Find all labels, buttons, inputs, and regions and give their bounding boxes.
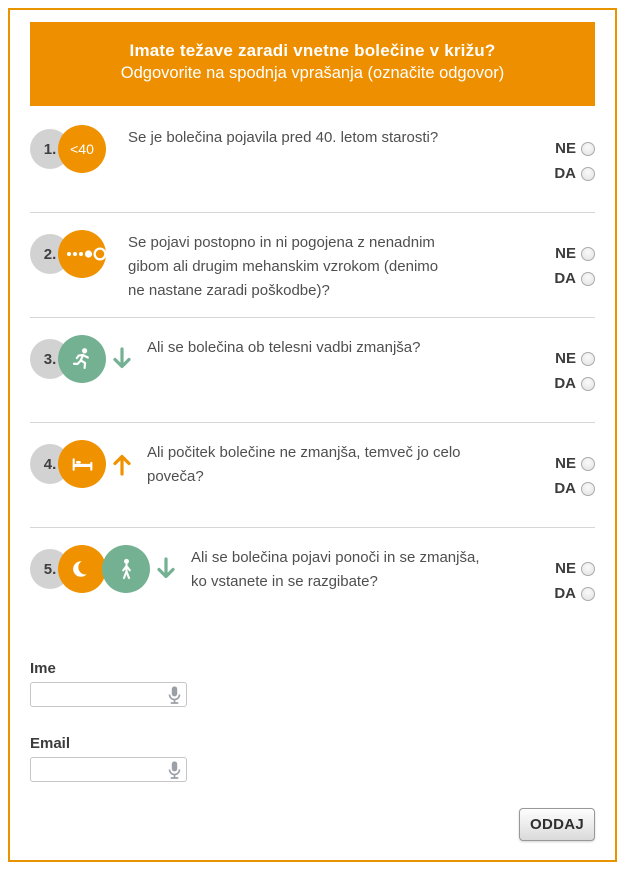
submit-button[interactable]: ODDAJ — [519, 808, 595, 841]
email-label: Email — [30, 735, 71, 752]
question-3-options — [529, 333, 595, 392]
question-text: Se pojavi postopno in ni pogojena z nenadnim gibom ali drugim mehanskim vzrokom (denimo ne nastane zaradi poškodbe)? — [128, 234, 439, 299]
contact-form — [30, 660, 595, 841]
question-5-icons — [30, 545, 177, 593]
question-text: Ali se bolečina ob telesni vadbi zmanjša? — [147, 339, 421, 356]
option-label-ne: NE — [555, 455, 576, 472]
option-ne[interactable] — [529, 350, 595, 367]
option-ne[interactable] — [529, 245, 595, 262]
question-number: 1. — [43, 140, 57, 158]
option-label-da: DA — [554, 375, 576, 392]
microphone-icon[interactable] — [167, 685, 182, 710]
option-label-da: DA — [554, 270, 576, 287]
question-row-5 — [30, 528, 595, 644]
arrow-up-icon — [111, 450, 133, 478]
option-da[interactable] — [529, 480, 595, 497]
question-1-icons — [30, 125, 106, 173]
email-input-wrap — [30, 757, 187, 782]
option-label-ne: NE — [555, 245, 576, 262]
question-text: Ali počitek bolečine ne zmanjša, temveč jo celo poveča? — [147, 444, 461, 485]
option-label-da: DA — [554, 585, 576, 602]
question-1-options — [529, 123, 595, 182]
microphone-icon[interactable] — [167, 760, 182, 785]
header — [30, 22, 595, 106]
radio-ne[interactable] — [581, 562, 595, 576]
question-text: Se je bolečina pojavila pred 40. letom starosti? — [128, 129, 439, 146]
email-input[interactable] — [30, 757, 187, 782]
question-row-2 — [30, 213, 595, 318]
option-label-ne: NE — [555, 140, 576, 157]
question-row-4 — [30, 423, 595, 528]
question-number: 4. — [43, 455, 57, 473]
question-5-options — [529, 543, 595, 602]
radio-da[interactable] — [581, 482, 595, 496]
option-label-da: DA — [554, 165, 576, 182]
radio-ne[interactable] — [581, 142, 595, 156]
gradual-onset-dots-icon — [58, 230, 106, 278]
moon-icon — [58, 545, 106, 593]
submit-row — [30, 808, 595, 841]
option-da[interactable] — [529, 165, 595, 182]
radio-da[interactable] — [581, 167, 595, 181]
standing-person-icon — [102, 545, 150, 593]
question-row-3 — [30, 318, 595, 423]
questionnaire-card — [8, 8, 617, 862]
name-label: Ime — [30, 660, 56, 677]
page-title: Imate težave zaradi vnetne bolečine v križu? — [129, 41, 496, 60]
option-da[interactable] — [529, 375, 595, 392]
question-3-icons — [30, 335, 133, 383]
option-label-ne: NE — [555, 560, 576, 577]
arrow-down-icon — [111, 345, 133, 373]
radio-da[interactable] — [581, 587, 595, 601]
name-input-wrap — [30, 682, 187, 707]
question-number: 3. — [43, 350, 57, 368]
question-number: 2. — [43, 245, 57, 263]
radio-ne[interactable] — [581, 247, 595, 261]
question-4-icons — [30, 440, 133, 488]
radio-ne[interactable] — [581, 457, 595, 471]
question-row-1 — [30, 108, 595, 213]
radio-ne[interactable] — [581, 352, 595, 366]
option-da[interactable] — [529, 270, 595, 287]
option-da[interactable] — [529, 585, 595, 602]
question-2-options — [529, 228, 595, 287]
page-subtitle: Odgovorite na spodnja vprašanja (označite odgovor) — [120, 64, 505, 82]
radio-da[interactable] — [581, 272, 595, 286]
option-label-ne: NE — [555, 350, 576, 367]
question-number: 5. — [43, 560, 57, 578]
option-ne[interactable] — [529, 455, 595, 472]
radio-da[interactable] — [581, 377, 595, 391]
option-ne[interactable] — [529, 140, 595, 157]
runner-icon — [58, 335, 106, 383]
question-4-options — [529, 438, 595, 497]
age-under-40-icon: <40 — [58, 125, 106, 173]
name-input[interactable] — [30, 682, 187, 707]
option-label-da: DA — [554, 480, 576, 497]
bed-icon — [58, 440, 106, 488]
arrow-down-icon — [155, 555, 177, 583]
question-text: Ali se bolečina pojavi ponoči in se zmanjša, ko vstanete in se razgibate? — [191, 549, 480, 590]
question-2-icons — [30, 230, 106, 278]
option-ne[interactable] — [529, 560, 595, 577]
